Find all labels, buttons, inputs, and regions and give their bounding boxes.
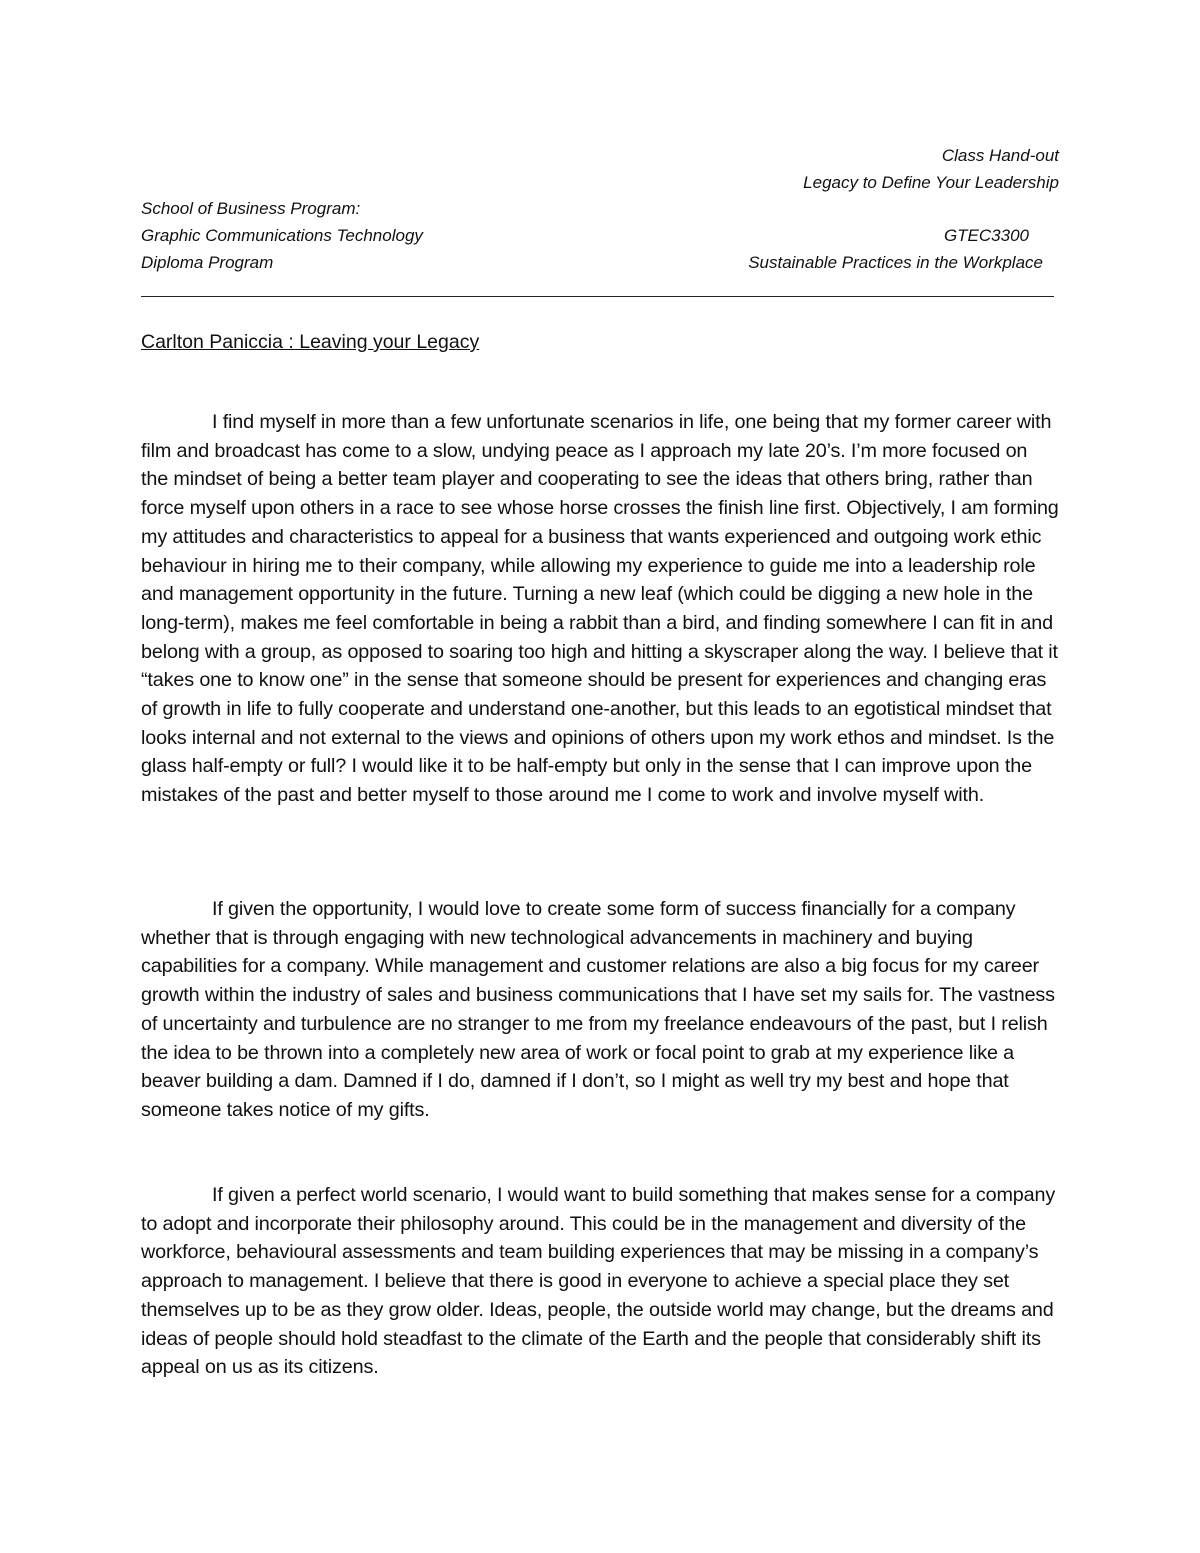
paragraph-text: If given a perfect world scenario, I would want to build something that makes sense for a company to adopt and incorporate their philosophy around. This could be in the management and diversity of the workforce, behavioural assessments and team building experiences that may be missing in a company’s approach to management. I believe that there is good in everyone to achieve a special place they set themselves up to be as they grow older. Ideas, people, the outside world may change, but the dreams and ideas of people should hold steadfast to the climate of the Earth and the people that considerably shift its appeal on us as its citizens. bbox=[141, 1184, 1056, 1379]
paragraph-text: I find myself in more than a few unfortunate scenarios in life, one being that my former career with film and broadcast has come to a slow, undying peace as I approach my late 20’s. I’m more focused on the mindset of being a better team player and cooperating to see the ideas that others bring, rather than force myself upon others in a race to see whose horse crosses the finish line first. Objectively, I am forming my attitudes and characteristics to appeal for a business that wants experienced and outgoing work ethic behaviour in hiring me to their company, while allowing my experience to guide me into a leadership role and management opportunity in the future. Turning a new leaf (which could be digging a new hole in the long-term), makes me feel comfortable in being a rabbit than a bird, and finding somewhere I can fit in and belong with a group, as opposed to soaring too high and hitting a skyscraper along the way. I believe that it “takes one to know one” in the sense that someone should be present for experiences and changing eras of growth in life to fully cooperate and understand one-another, but this leads to an egotistical mindset that looks internal and not external to the views and opinions of others upon my work ethos and mindset. Is the glass half-empty or full? I would like it to be half-empty but only in the sense that I can improve upon the mistakes of the past and better myself to those around me I come to work and involve myself with. bbox=[141, 411, 1059, 807]
essay-paragraph-2 bbox=[141, 895, 1059, 1125]
page-title: Carlton Paniccia : Leaving your Legacy bbox=[141, 331, 480, 353]
school-label: School of Business Program: bbox=[141, 199, 361, 218]
doc-type-label: Class Hand-out bbox=[941, 146, 1059, 165]
program-label: Graphic Communications Technology bbox=[141, 226, 423, 245]
course-code-label: GTEC3300 bbox=[943, 226, 1029, 245]
paragraph-text: If given the opportunity, I would love to create some form of success financially for a company whether that is through engaging with new technological advancements in machinery and buying capabilities for a company. While management and customer relations are also a big focus for my career growth within the industry of sales and business communications that I have set my sails for. The vastness of uncertainty and turbulence are no stranger to me from my freelance endeavours of the past, but I relish the idea to be thrown into a completely new area of work or focal point to grab at my experience like a beaver building a dam. Damned if I do, damned if I don’t, so I might as well try my best and hope that someone takes notice of my gifts. bbox=[141, 898, 1055, 1121]
essay-paragraph-1 bbox=[141, 408, 1059, 810]
diploma-label: Diploma Program bbox=[141, 253, 274, 272]
course-name-label: Sustainable Practices in the Workplace bbox=[748, 253, 1043, 272]
doc-subtitle-label: Legacy to Define Your Leadership bbox=[803, 173, 1059, 192]
header-divider bbox=[141, 296, 1054, 297]
essay-paragraph-3 bbox=[141, 1181, 1059, 1382]
